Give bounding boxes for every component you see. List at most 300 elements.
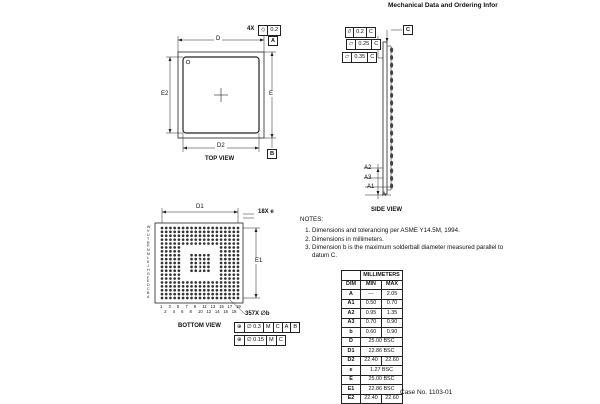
solder-ball bbox=[169, 227, 172, 230]
min-cell: 22.40 bbox=[361, 356, 382, 366]
solder-ball bbox=[186, 231, 189, 234]
side-solder-ball bbox=[390, 146, 393, 151]
min-cell: 22.40 bbox=[361, 394, 382, 404]
solder-ball bbox=[161, 266, 164, 269]
solder-ball bbox=[161, 281, 164, 284]
solder-ball bbox=[232, 234, 235, 237]
solder-ball bbox=[178, 285, 181, 288]
solder-ball bbox=[182, 227, 185, 230]
solder-ball bbox=[190, 293, 193, 296]
solder-ball bbox=[216, 293, 219, 296]
dimensions-table-body bbox=[342, 290, 403, 404]
solder-ball bbox=[199, 254, 202, 257]
dim-cell: E bbox=[342, 375, 361, 385]
side-solder-ball bbox=[390, 93, 393, 98]
column-number: 6 bbox=[181, 309, 184, 314]
solder-ball bbox=[228, 227, 231, 230]
solder-ball bbox=[178, 258, 181, 261]
solder-ball bbox=[178, 277, 181, 280]
solder-ball bbox=[169, 258, 172, 261]
solder-ball bbox=[220, 281, 223, 284]
solder-ball bbox=[224, 269, 227, 272]
solder-ball bbox=[203, 242, 206, 245]
dim-cell: A3 bbox=[342, 318, 361, 328]
solder-ball bbox=[232, 254, 235, 257]
row-letter: H bbox=[147, 267, 150, 272]
top-view-label: TOP VIEW bbox=[205, 156, 235, 162]
solder-ball bbox=[169, 234, 172, 237]
solder-ball bbox=[173, 266, 176, 269]
solder-ball bbox=[237, 297, 240, 300]
solder-ball bbox=[165, 254, 168, 257]
notes-title: NOTES: bbox=[300, 216, 324, 223]
solder-ball bbox=[161, 273, 164, 276]
notes-block bbox=[300, 216, 510, 261]
solder-ball bbox=[194, 254, 197, 257]
solder-ball bbox=[237, 285, 240, 288]
solder-ball bbox=[220, 262, 223, 265]
parallel-icon: // bbox=[348, 29, 352, 35]
side-solder-ball bbox=[390, 168, 393, 173]
solder-ball bbox=[169, 277, 172, 280]
side-solder-ball bbox=[390, 176, 393, 181]
solder-ball bbox=[232, 262, 235, 265]
solder-ball bbox=[211, 227, 214, 230]
column-number: 11 bbox=[202, 304, 207, 309]
top-view bbox=[166, 36, 276, 152]
solder-ball bbox=[220, 269, 223, 272]
side-solder-ball bbox=[390, 55, 393, 60]
solder-ball bbox=[203, 234, 206, 237]
solder-ball bbox=[186, 227, 189, 230]
solder-ball bbox=[165, 293, 168, 296]
solder-ball bbox=[211, 231, 214, 234]
max-cell: 22.60 bbox=[382, 394, 403, 404]
solder-ball bbox=[161, 242, 164, 245]
side-solder-ball bbox=[390, 153, 393, 158]
ball-grid bbox=[161, 227, 240, 300]
solder-ball bbox=[161, 254, 164, 257]
solder-ball bbox=[237, 281, 240, 284]
solder-ball bbox=[207, 238, 210, 241]
solder-ball bbox=[216, 289, 219, 292]
case-number: Case No. 1103-01 bbox=[400, 389, 453, 396]
note-item: 1. Dimensions and tolerancing per ASME Y14.5M, 1994. bbox=[312, 227, 510, 235]
solder-ball bbox=[232, 285, 235, 288]
solder-ball bbox=[161, 277, 164, 280]
row-letter: C bbox=[147, 287, 150, 292]
side-substrate bbox=[383, 42, 387, 194]
max-cell: 1.35 bbox=[382, 309, 403, 319]
solder-ball bbox=[199, 234, 202, 237]
solder-ball bbox=[220, 231, 223, 234]
solder-ball bbox=[224, 293, 227, 296]
solder-ball bbox=[161, 262, 164, 265]
dim-cell: D bbox=[342, 337, 361, 347]
solder-ball bbox=[228, 238, 231, 241]
side-view-label: SIDE VIEW bbox=[371, 207, 403, 213]
solder-ball bbox=[178, 273, 181, 276]
note-item: 2. Dimensions in millimeters. bbox=[312, 236, 510, 244]
side-solder-ball bbox=[390, 78, 393, 83]
solder-ball bbox=[232, 289, 235, 292]
solder-ball bbox=[169, 281, 172, 284]
solder-ball bbox=[220, 227, 223, 230]
solder-ball bbox=[173, 285, 176, 288]
solder-ball bbox=[228, 246, 231, 249]
dim-a3-label: A3 bbox=[364, 175, 372, 181]
dim-cell: A1 bbox=[342, 299, 361, 309]
max-cell: 0.90 bbox=[382, 328, 403, 338]
solder-ball bbox=[178, 269, 181, 272]
solder-ball bbox=[237, 238, 240, 241]
solder-ball bbox=[203, 281, 206, 284]
bottom-fcf-1: ⊕ ∅ 0.3 M C A B bbox=[234, 322, 300, 333]
qty-label: 4X bbox=[247, 26, 255, 32]
solder-ball bbox=[220, 234, 223, 237]
solder-ball bbox=[228, 289, 231, 292]
solder-ball bbox=[173, 246, 176, 249]
solder-ball bbox=[161, 297, 164, 300]
max-cell: 2.05 bbox=[382, 290, 403, 300]
solder-ball bbox=[182, 285, 185, 288]
solder-ball bbox=[228, 281, 231, 284]
solder-ball bbox=[224, 273, 227, 276]
solder-ball bbox=[190, 285, 193, 288]
solder-ball bbox=[178, 234, 181, 237]
solder-ball bbox=[228, 269, 231, 272]
solder-ball bbox=[220, 293, 223, 296]
solder-ball bbox=[165, 234, 168, 237]
solder-ball bbox=[173, 297, 176, 300]
solder-ball bbox=[220, 266, 223, 269]
dim-cell: D2 bbox=[342, 356, 361, 366]
col-max-header: MAX bbox=[382, 280, 403, 290]
solder-ball bbox=[178, 242, 181, 245]
solder-ball bbox=[169, 254, 172, 257]
solder-ball bbox=[186, 297, 189, 300]
solder-ball bbox=[165, 269, 168, 272]
solder-ball bbox=[165, 266, 168, 269]
solder-ball bbox=[194, 266, 197, 269]
solder-ball bbox=[169, 246, 172, 249]
row-letter: E bbox=[147, 279, 150, 284]
solder-ball bbox=[207, 254, 210, 257]
solder-ball bbox=[199, 231, 202, 234]
dim-a-label: A bbox=[382, 192, 387, 198]
solder-ball bbox=[199, 289, 202, 292]
solder-ball bbox=[224, 289, 227, 292]
solder-ball bbox=[224, 285, 227, 288]
solder-ball bbox=[207, 242, 210, 245]
column-number: 1 bbox=[160, 304, 163, 309]
row-letter: D bbox=[147, 283, 150, 288]
side-solder-ball bbox=[390, 131, 393, 136]
solder-ball bbox=[165, 285, 168, 288]
solder-ball bbox=[232, 266, 235, 269]
solder-ball bbox=[199, 238, 202, 241]
solder-ball bbox=[194, 293, 197, 296]
solder-ball bbox=[237, 289, 240, 292]
row-letter: R bbox=[147, 240, 150, 245]
solder-ball bbox=[169, 285, 172, 288]
solder-ball bbox=[173, 273, 176, 276]
solder-ball bbox=[228, 258, 231, 261]
solder-ball bbox=[224, 234, 227, 237]
solder-ball bbox=[165, 227, 168, 230]
side-solder-ball bbox=[390, 123, 393, 128]
solder-ball bbox=[224, 242, 227, 245]
solder-ball bbox=[178, 266, 181, 269]
solder-ball bbox=[211, 289, 214, 292]
solder-ball bbox=[173, 254, 176, 257]
side-fcf-flat-1: ▱ 0.25 C bbox=[346, 39, 381, 50]
solder-ball bbox=[237, 231, 240, 234]
row-letter: B bbox=[147, 291, 150, 296]
solder-ball bbox=[237, 227, 240, 230]
row-letter: L bbox=[147, 256, 149, 261]
solder-ball bbox=[194, 262, 197, 265]
dim-e1-label: E1 bbox=[255, 258, 263, 264]
column-number: 5 bbox=[176, 304, 180, 309]
solder-ball bbox=[199, 242, 202, 245]
solder-ball bbox=[207, 234, 210, 237]
row-letter: G bbox=[147, 271, 150, 276]
solder-ball bbox=[173, 258, 176, 261]
solder-ball bbox=[203, 254, 206, 257]
pin1-marker bbox=[186, 60, 190, 64]
solder-ball bbox=[186, 281, 189, 284]
table-row bbox=[342, 356, 403, 366]
solder-ball bbox=[178, 254, 181, 257]
solder-ball bbox=[207, 285, 210, 288]
solder-ball bbox=[232, 246, 235, 249]
solder-ball bbox=[220, 246, 223, 249]
solder-ball bbox=[220, 250, 223, 253]
side-solder-ball bbox=[390, 85, 393, 90]
solder-ball bbox=[232, 281, 235, 284]
solder-ball bbox=[203, 258, 206, 261]
solder-ball bbox=[224, 250, 227, 253]
solder-ball bbox=[237, 273, 240, 276]
solder-ball bbox=[173, 277, 176, 280]
dim-cell: b bbox=[342, 328, 361, 338]
solder-ball bbox=[169, 273, 172, 276]
solder-ball bbox=[194, 238, 197, 241]
solder-ball bbox=[194, 242, 197, 245]
solder-ball bbox=[161, 238, 164, 241]
solder-ball bbox=[224, 246, 227, 249]
dim-d2-label: D2 bbox=[217, 143, 225, 149]
top-tolerance-value: 0.2 bbox=[267, 26, 280, 35]
solder-ball bbox=[224, 258, 227, 261]
table-row bbox=[342, 328, 403, 338]
solder-ball bbox=[169, 231, 172, 234]
dim-cell: A2 bbox=[342, 309, 361, 319]
solder-ball bbox=[203, 293, 206, 296]
column-number: 3 bbox=[168, 304, 171, 309]
solder-ball bbox=[165, 231, 168, 234]
solder-ball bbox=[216, 297, 219, 300]
solder-ball bbox=[203, 289, 206, 292]
dim-cell: A bbox=[342, 290, 361, 300]
table-row bbox=[342, 385, 403, 395]
document-title: Mechanical Data and Ordering Infor bbox=[388, 2, 498, 9]
solder-ball bbox=[173, 231, 176, 234]
solder-ball bbox=[237, 258, 240, 261]
dimensions-table bbox=[341, 270, 403, 404]
solder-ball bbox=[228, 262, 231, 265]
column-number: 15 bbox=[219, 304, 224, 309]
nominal-cell: 25.00 BSC bbox=[361, 337, 403, 347]
row-letter: P bbox=[147, 244, 150, 249]
table-row bbox=[342, 299, 403, 309]
solder-ball bbox=[232, 273, 235, 276]
solder-ball bbox=[207, 258, 210, 261]
solder-ball bbox=[237, 246, 240, 249]
solder-ball bbox=[190, 289, 193, 292]
solder-ball bbox=[182, 293, 185, 296]
datum-a-tag: A bbox=[268, 36, 278, 46]
solder-ball bbox=[207, 227, 210, 230]
table-row bbox=[342, 347, 403, 357]
solder-ball bbox=[169, 266, 172, 269]
row-letter: W bbox=[147, 225, 151, 229]
solder-ball bbox=[190, 297, 193, 300]
solder-ball bbox=[232, 297, 235, 300]
solder-ball bbox=[161, 269, 164, 272]
solder-ball bbox=[199, 285, 202, 288]
solder-ball bbox=[173, 250, 176, 253]
solder-ball bbox=[232, 242, 235, 245]
min-cell: 0.70 bbox=[361, 318, 382, 328]
solder-ball bbox=[194, 258, 197, 261]
solder-ball bbox=[216, 285, 219, 288]
solder-ball bbox=[237, 250, 240, 253]
solder-ball bbox=[178, 293, 181, 296]
solder-ball bbox=[190, 254, 193, 257]
dim-cell: e bbox=[342, 366, 361, 376]
solder-ball bbox=[190, 258, 193, 261]
solder-ball bbox=[190, 231, 193, 234]
column-number: 16 bbox=[223, 309, 228, 314]
solder-ball bbox=[199, 281, 202, 284]
solder-ball bbox=[194, 227, 197, 230]
solder-ball bbox=[207, 289, 210, 292]
top-tolerance-frame bbox=[258, 25, 281, 36]
solder-ball bbox=[203, 269, 206, 272]
solder-ball bbox=[211, 297, 214, 300]
column-number: 2 bbox=[164, 309, 167, 314]
solder-ball bbox=[161, 227, 164, 230]
column-number: 17 bbox=[227, 304, 233, 309]
row-letter: F bbox=[147, 275, 150, 280]
solder-ball bbox=[173, 238, 176, 241]
column-number: 9 bbox=[193, 304, 197, 309]
solder-ball bbox=[169, 293, 172, 296]
solder-ball bbox=[182, 281, 185, 284]
side-fcf-parallel: // 0.2 C bbox=[345, 27, 376, 38]
solder-ball bbox=[207, 281, 210, 284]
solder-ball bbox=[186, 242, 189, 245]
dim-cell: D1 bbox=[342, 347, 361, 357]
solder-ball bbox=[228, 234, 231, 237]
solder-ball bbox=[165, 250, 168, 253]
solder-ball bbox=[194, 231, 197, 234]
dim-d1-label: D1 bbox=[196, 204, 204, 210]
solder-ball bbox=[178, 281, 181, 284]
solder-ball bbox=[216, 242, 219, 245]
datum-c-tag: C bbox=[403, 25, 413, 35]
solder-ball bbox=[190, 234, 193, 237]
solder-ball bbox=[169, 289, 172, 292]
flatness-icon: ◇ bbox=[261, 27, 266, 33]
solder-ball bbox=[161, 285, 164, 288]
solder-ball bbox=[165, 289, 168, 292]
solder-ball bbox=[220, 242, 223, 245]
solder-ball bbox=[169, 297, 172, 300]
dim-d-label: D bbox=[216, 36, 221, 42]
solder-ball bbox=[165, 297, 168, 300]
bottom-view-label: BOTTOM VIEW bbox=[178, 323, 221, 329]
solder-ball bbox=[182, 234, 185, 237]
dim-a2-label: A2 bbox=[364, 165, 372, 171]
solder-ball bbox=[165, 246, 168, 249]
side-solder-ball bbox=[390, 47, 393, 52]
solder-ball bbox=[178, 231, 181, 234]
dim-a1-label: A1 bbox=[367, 184, 375, 190]
solder-ball bbox=[224, 297, 227, 300]
solder-ball bbox=[224, 238, 227, 241]
solder-ball bbox=[224, 227, 227, 230]
side-solder-ball bbox=[390, 108, 393, 113]
solder-ball bbox=[199, 293, 202, 296]
solder-ball bbox=[182, 289, 185, 292]
solder-ball bbox=[216, 238, 219, 241]
solder-ball bbox=[224, 277, 227, 280]
solder-ball bbox=[173, 293, 176, 296]
nominal-cell: 25.00 BSC bbox=[361, 375, 403, 385]
solder-ball bbox=[173, 227, 176, 230]
dim-e2-label: E2 bbox=[161, 91, 169, 97]
row-letter: U bbox=[147, 232, 150, 237]
column-number: 18 bbox=[231, 309, 237, 314]
solder-ball bbox=[169, 238, 172, 241]
solder-ball bbox=[224, 281, 227, 284]
solder-ball bbox=[190, 281, 193, 284]
solder-ball bbox=[220, 254, 223, 257]
note-item: 3. Dimension b is the maximum solderball diameter measured parallel to datum C. bbox=[312, 244, 510, 260]
solder-ball bbox=[203, 262, 206, 265]
row-letter: M bbox=[147, 252, 150, 257]
solder-ball bbox=[228, 231, 231, 234]
column-number: 10 bbox=[198, 309, 203, 314]
solder-ball bbox=[203, 285, 206, 288]
table-row bbox=[342, 290, 403, 300]
solder-ball bbox=[228, 266, 231, 269]
solder-ball bbox=[232, 277, 235, 280]
solder-ball bbox=[190, 238, 193, 241]
row-letter: A bbox=[147, 295, 150, 299]
solder-ball bbox=[207, 297, 210, 300]
solder-ball bbox=[178, 227, 181, 230]
solder-ball bbox=[232, 238, 235, 241]
solder-ball bbox=[232, 250, 235, 253]
min-cell: 0.50 bbox=[361, 299, 382, 309]
solder-ball bbox=[207, 269, 210, 272]
solder-ball bbox=[220, 258, 223, 261]
column-number: 4 bbox=[172, 309, 175, 314]
